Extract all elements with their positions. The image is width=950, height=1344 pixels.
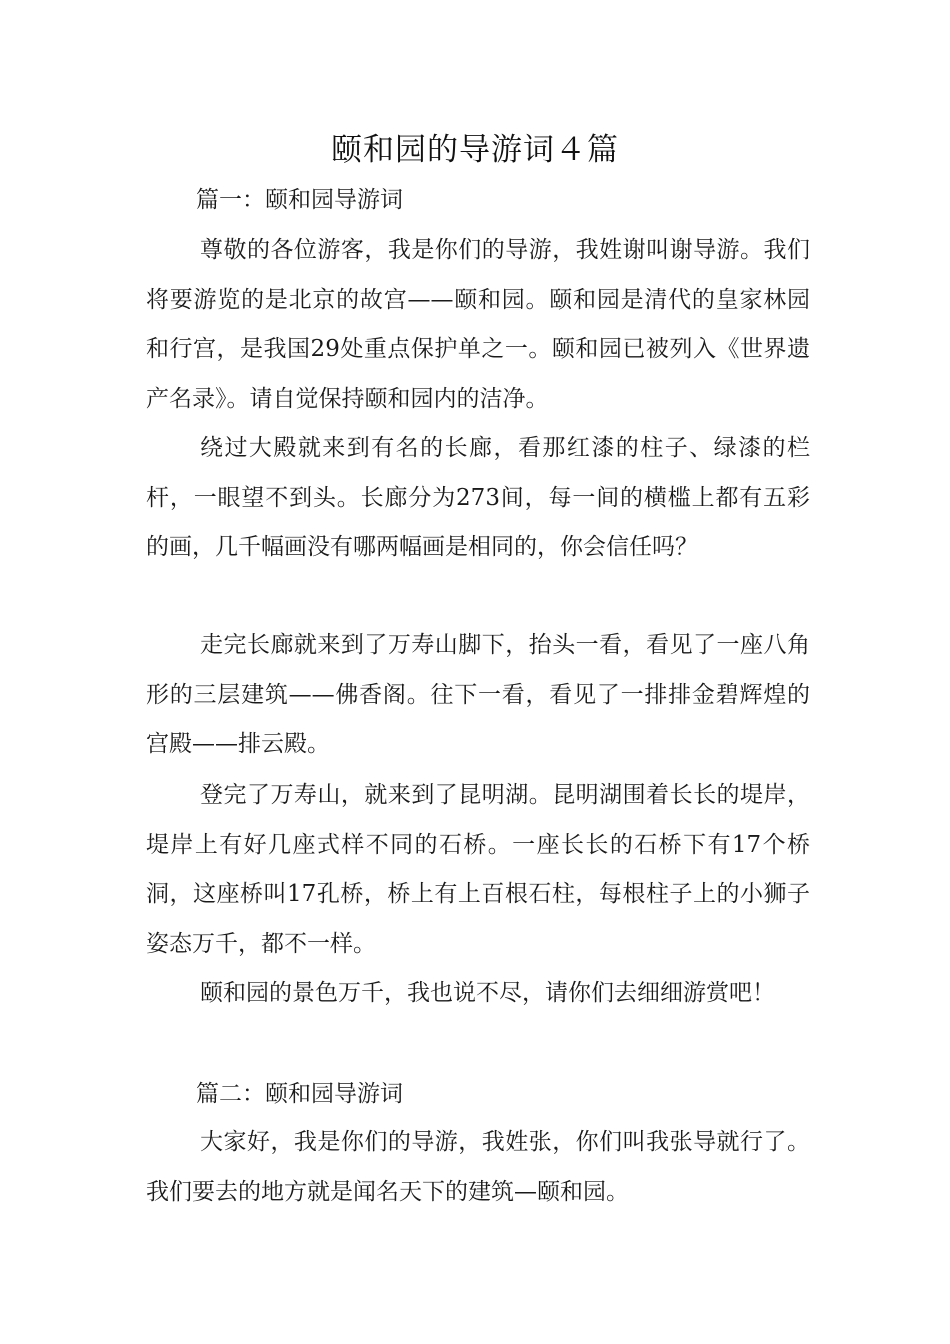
section-heading-2: 篇二：颐和园导游词	[196, 1081, 403, 1107]
section-heading-1: 篇一：颐和园导游词	[196, 187, 403, 213]
paragraph: 颐和园的景色万千，我也说不尽，请你们去细细游赏吧！	[200, 980, 775, 1006]
paragraph: 走完长廊就来到了万寿山脚下，抬头一看，看见了一座八角形的三层建筑——佛香阁。往下一看，看见了一排排金碧辉煌的宫殿——排云殿。	[146, 632, 810, 757]
paragraph: 尊敬的各位游客，我是你们的导游，我姓谢叫谢导游。我们将要游览的是北京的故宫——颐和园。颐和园是清代的皇家林园和行宫，是我国29处重点保护单之一。颐和园已被列入《世界遗产名录》。请自觉保持颐和园内的洁净。	[146, 237, 810, 412]
paragraph: 绕过大殿就来到有名的长廊，看那红漆的柱子、绿漆的栏杆，一眼望不到头。长廊分为273间，每一间的横槛上都有五彩的画，几千幅画没有哪两幅画是相同的，你会信任吗？	[146, 435, 810, 560]
document-title: 颐和园的导游词４篇	[331, 132, 619, 168]
paragraph: 登完了万寿山，就来到了昆明湖。昆明湖围着长长的堤岸，堤岸上有好几座式样不同的石桥。一座长长的石桥下有17个桥洞，这座桥叫17孔桥，桥上有上百根石柱，每根柱子上的小狮子姿态万千，都不一样。	[146, 782, 810, 957]
paragraph: 大家好，我是你们的导游，我姓张，你们叫我张导就行了。我们要去的地方就是闻名天下的建筑—颐和园。	[146, 1129, 810, 1205]
